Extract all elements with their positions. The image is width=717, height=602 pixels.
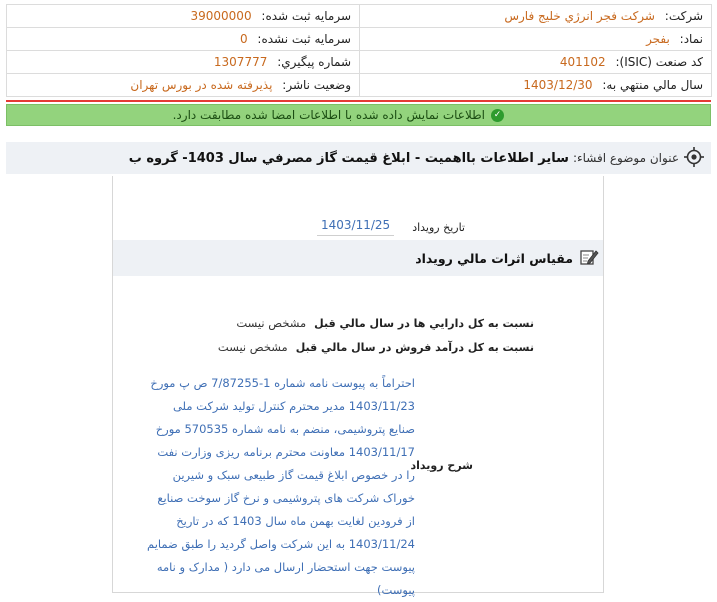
fiscal-year-value: 1403/12/30 bbox=[523, 78, 593, 92]
verification-notice bbox=[6, 104, 711, 126]
capital-unregistered-value: 0 bbox=[239, 32, 248, 46]
info-row bbox=[7, 74, 712, 97]
tracking-label: شماره پيگيري: bbox=[277, 55, 351, 69]
target-icon bbox=[683, 146, 705, 171]
subject-title: ساير اطلاعات بااهميت - ابلاغ قيمت گاز مصرفي سال 1403- گروه ب bbox=[128, 150, 569, 166]
event-date-label: تاريخ رويداد bbox=[412, 220, 465, 234]
capital-unregistered-cell bbox=[7, 28, 360, 51]
event-details-panel bbox=[112, 176, 604, 597]
event-description-text: احتراماً به پیوست نامه شماره 1-7/87255 ص پ مورخ 1403/11/23 مدیر محترم کنترل تولید شرکت ملی صنایع پتروشیمی، منضم به نامه شماره 570535 مورخ 1403/11/17 معاونت محترم برنامه ریزی وزارت نفت را در خصوص ابلاغ قیمت گاز طبیعی سبک و شیرین خوراک شرکت های پتروشیمی و نرخ گاز سوخت صنایع از فرودین لغایت بهمن ماه سال 1403 که در تاریخ 1403/11/24 به این شرکت واصل گردید را طبق ضمایم پیوست جهت استحضار ارسال می دارد ( مدارک و نامه پیوست) bbox=[147, 376, 415, 597]
company-cell bbox=[360, 5, 712, 28]
assets-ratio-row bbox=[236, 316, 534, 330]
capital-registered-value: 39000000 bbox=[190, 9, 252, 23]
symbol-value: بفجر bbox=[646, 32, 670, 46]
event-date-row bbox=[317, 218, 465, 236]
event-description-label: شرح رويداد bbox=[410, 459, 473, 472]
company-label: شرکت: bbox=[664, 9, 703, 23]
check-circle-icon: ✓ bbox=[491, 109, 504, 122]
tracking-cell bbox=[7, 51, 360, 74]
revenue-ratio-row bbox=[218, 340, 534, 354]
edit-icon bbox=[579, 248, 599, 269]
assets-ratio-value: مشخص نيست bbox=[236, 316, 307, 330]
isic-label: کد صنعت (ISIC): bbox=[615, 55, 703, 69]
info-row bbox=[7, 5, 712, 28]
isic-value: 401102 bbox=[559, 55, 606, 69]
company-name: شرکت فجر انرژي خليج فارس bbox=[504, 9, 655, 23]
verification-message: اطلاعات نمایش داده شده با اطلاعات امضا شده مطابقت دارد. bbox=[172, 108, 485, 122]
assets-ratio-label: نسبت به کل دارايي ها در سال مالي قبل bbox=[314, 316, 534, 330]
company-info-table bbox=[6, 4, 712, 97]
divider-line bbox=[6, 100, 711, 102]
financial-impact-header bbox=[113, 240, 603, 276]
info-row bbox=[7, 51, 712, 74]
isic-cell bbox=[360, 51, 712, 74]
disclosure-subject bbox=[6, 142, 711, 174]
revenue-ratio-value: مشخص نيست bbox=[217, 340, 288, 354]
publisher-status-value: پذيرفته شده در بورس تهران bbox=[130, 78, 273, 92]
capital-registered-label: سرمايه ثبت شده: bbox=[261, 9, 351, 23]
fiscal-year-cell bbox=[360, 74, 712, 97]
event-date-value: 1403/11/25 bbox=[317, 218, 394, 236]
financial-impact-title: مقياس اثرات مالي رويداد bbox=[415, 250, 573, 266]
publisher-status-label: وضعيت ناشر: bbox=[282, 78, 351, 92]
publisher-status-cell bbox=[7, 74, 360, 97]
subject-label: عنوان موضوع افشاء: bbox=[572, 151, 679, 165]
fiscal-year-label: سال مالي منتهي به: bbox=[602, 78, 703, 92]
symbol-cell bbox=[360, 28, 712, 51]
capital-unregistered-label: سرمايه ثبت نشده: bbox=[257, 32, 351, 46]
symbol-label: نماد: bbox=[679, 32, 703, 46]
revenue-ratio-label: نسبت به کل درآمد فروش در سال مالي قبل bbox=[295, 340, 534, 354]
tracking-value: 1307777 bbox=[213, 55, 268, 69]
capital-registered-cell bbox=[7, 5, 360, 28]
info-row bbox=[7, 28, 712, 51]
